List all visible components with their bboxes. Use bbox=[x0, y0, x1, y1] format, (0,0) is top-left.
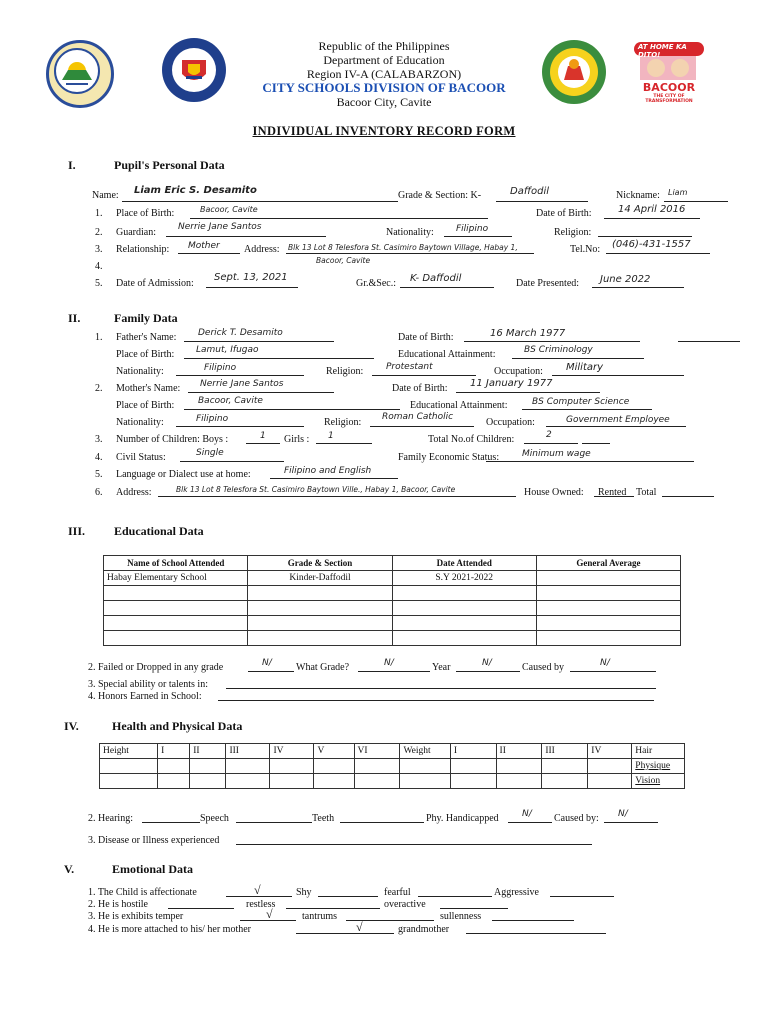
boys-value: 1 bbox=[260, 431, 266, 441]
father-rel-label: Religion: bbox=[326, 366, 364, 377]
hostile-label: 2. He is hostile bbox=[88, 899, 148, 910]
section-3-number: III. bbox=[68, 524, 86, 538]
health-table bbox=[99, 743, 685, 789]
edu-cell bbox=[536, 571, 680, 586]
health-row bbox=[100, 759, 685, 774]
attached-label: 4. He is more attached to his/ her mother bbox=[88, 924, 252, 935]
p-num-5: 5. bbox=[95, 278, 103, 289]
health-cell bbox=[450, 759, 496, 774]
relationship-value: Mother bbox=[188, 241, 220, 251]
mother-edu-label: Educational Attainment: bbox=[410, 400, 508, 411]
nickname-label: Nickname: bbox=[616, 190, 660, 201]
health-cell bbox=[270, 759, 314, 774]
health-header-height: Height bbox=[100, 744, 158, 759]
health-header-cell: IV bbox=[270, 744, 314, 759]
total-children-value: 2 bbox=[546, 430, 552, 440]
edu-cell: Habay Elementary School bbox=[104, 571, 248, 586]
mother-edu-value: BS Computer Science bbox=[532, 397, 630, 407]
health-header-cell: V bbox=[314, 744, 354, 759]
caused-by-value: N/ bbox=[600, 658, 610, 668]
health-cell bbox=[354, 774, 400, 789]
header-city: Bacoor City, Cavite bbox=[336, 95, 432, 109]
logo-bacoor-top: AT HOME KA DITO! bbox=[638, 43, 687, 59]
f-num-5: 5. bbox=[95, 469, 103, 480]
health-cell bbox=[354, 759, 400, 774]
failed-value: N/ bbox=[262, 658, 272, 668]
edu-cell bbox=[248, 601, 392, 616]
health-cell bbox=[226, 774, 270, 789]
edu-cell bbox=[104, 616, 248, 631]
header-line2: Department of Education bbox=[323, 53, 445, 67]
health-header-cell: IV bbox=[588, 744, 632, 759]
health-vision: Vision bbox=[632, 774, 685, 789]
teeth-label: Teeth bbox=[312, 813, 335, 824]
logo-bacoor-city bbox=[628, 40, 710, 104]
father-rel-value: Protestant bbox=[386, 362, 433, 372]
health-cell bbox=[158, 774, 190, 789]
father-occ-value: Military bbox=[566, 362, 604, 373]
health-cell bbox=[226, 759, 270, 774]
presented-label: Date Presented: bbox=[516, 278, 580, 289]
admission-value: Sept. 13, 2021 bbox=[214, 272, 288, 283]
econ-value: Minimum wage bbox=[522, 449, 591, 459]
fearful-label: fearful bbox=[384, 887, 411, 898]
edu-cell bbox=[392, 601, 536, 616]
what-grade-label: What Grade? bbox=[296, 662, 350, 673]
mother-nat-label: Nationality: bbox=[116, 417, 164, 428]
temper-check: √ bbox=[266, 907, 273, 921]
health-cell bbox=[496, 774, 542, 789]
temper-label: 3. He is exhibits temper bbox=[88, 911, 184, 922]
health-header-cell: I bbox=[450, 744, 496, 759]
health-cell bbox=[450, 774, 496, 789]
table-row bbox=[104, 616, 681, 631]
edu-cell bbox=[536, 631, 680, 646]
health-cell bbox=[270, 774, 314, 789]
hearing-label: 2. Hearing: bbox=[88, 813, 133, 824]
grsec-value: K- Daffodil bbox=[410, 273, 462, 284]
year-value: N/ bbox=[482, 658, 492, 668]
shy-label: Shy bbox=[296, 887, 312, 898]
edu-cell bbox=[248, 616, 392, 631]
failed-label: 2. Failed or Dropped in any grade bbox=[88, 662, 224, 673]
logo-bacoor-main: BACOOR bbox=[642, 81, 696, 94]
f-num-2: 2. bbox=[95, 383, 103, 394]
grade-value: Daffodil bbox=[510, 186, 550, 197]
p-num-2: 2. bbox=[95, 227, 103, 238]
tel-label: Tel.No: bbox=[570, 244, 601, 255]
edu-header-date: Date Attended bbox=[392, 556, 536, 571]
p-num-4: 4. bbox=[95, 261, 103, 272]
table-row bbox=[104, 571, 681, 586]
special-ability-label: 3. Special ability or talents in: bbox=[88, 679, 208, 690]
health-header-weight: Weight bbox=[400, 744, 450, 759]
guardian-value: Nerrie Jane Santos bbox=[178, 222, 262, 232]
health-cell bbox=[190, 759, 226, 774]
econ-label: Family Economic Status: bbox=[398, 452, 500, 463]
nationality-value: Filipino bbox=[456, 224, 489, 234]
edu-cell bbox=[104, 586, 248, 601]
house-label: House Owned: bbox=[524, 487, 584, 498]
health-cell bbox=[190, 774, 226, 789]
health-header-cell: II bbox=[496, 744, 542, 759]
year-label: Year bbox=[432, 662, 451, 673]
affectionate-label: 1. The Child is affectionate bbox=[88, 887, 197, 898]
mother-dob-value: 11 January 1977 bbox=[470, 378, 553, 389]
section-5-title: Emotional Data bbox=[112, 862, 193, 876]
what-grade-value: N/ bbox=[384, 658, 394, 668]
caused-by-label: Caused by bbox=[522, 662, 564, 673]
address-value-2: Bacoor, Cavite bbox=[316, 256, 371, 265]
father-occ-label: Occupation: bbox=[494, 366, 543, 377]
health-cell bbox=[588, 759, 632, 774]
edu-cell bbox=[104, 631, 248, 646]
education-header-row bbox=[104, 556, 681, 571]
address-label: Address: bbox=[244, 244, 280, 255]
language-value: Filipino and English bbox=[284, 466, 372, 476]
edu-cell bbox=[248, 586, 392, 601]
edu-cell bbox=[392, 616, 536, 631]
aggressive-label: Aggressive bbox=[494, 887, 539, 898]
speech-label: Speech bbox=[200, 813, 229, 824]
health-caused-value: N/ bbox=[618, 809, 628, 819]
girls-value: 1 bbox=[328, 431, 334, 441]
health-row bbox=[100, 774, 685, 789]
mother-label: Mother's Name: bbox=[116, 383, 181, 394]
edu-header-average: General Average bbox=[536, 556, 680, 571]
name-label: Name: bbox=[92, 190, 119, 201]
health-cell bbox=[400, 774, 450, 789]
health-cell bbox=[314, 774, 354, 789]
table-row bbox=[104, 601, 681, 616]
children-label: Number of Children: Boys : bbox=[116, 434, 229, 445]
father-pob-label: Place of Birth: bbox=[116, 349, 175, 360]
address-value: Blk 13 Lot 8 Telesfora St. Casimiro Baytown Village, Habay 1, bbox=[288, 243, 518, 252]
health-cell bbox=[158, 759, 190, 774]
edu-cell bbox=[536, 601, 680, 616]
edu-cell bbox=[104, 601, 248, 616]
health-cell bbox=[542, 759, 588, 774]
edu-cell bbox=[536, 586, 680, 601]
health-cell bbox=[100, 759, 158, 774]
health-header-cell: III bbox=[542, 744, 588, 759]
religion-label: Religion: bbox=[554, 227, 592, 238]
health-physique: Physique bbox=[632, 759, 685, 774]
father-dob-label: Date of Birth: bbox=[398, 332, 454, 343]
grade-label: Grade & Section: K- bbox=[398, 190, 482, 201]
presented-value: June 2022 bbox=[600, 274, 651, 285]
health-cell bbox=[496, 759, 542, 774]
restless-label: restless bbox=[246, 899, 276, 910]
edu-cell bbox=[392, 586, 536, 601]
father-dob-value: 16 March 1977 bbox=[490, 328, 566, 339]
f-num-6: 6. bbox=[95, 487, 103, 498]
phy-label: Phy. Handicapped bbox=[426, 813, 499, 824]
table-row bbox=[104, 586, 681, 601]
attached-check: √ bbox=[356, 920, 363, 934]
relationship-label: Relationship: bbox=[116, 244, 170, 255]
header-division: CITY SCHOOLS DIVISION OF BACOOR bbox=[262, 80, 506, 95]
overactive-label: overactive bbox=[384, 899, 426, 910]
father-nat-value: Filipino bbox=[204, 363, 237, 373]
father-edu-value: BS Criminology bbox=[524, 345, 593, 355]
edu-cell: Kinder-Daffodil bbox=[248, 571, 392, 586]
edu-cell: S.Y 2021-2022 bbox=[392, 571, 536, 586]
health-cell bbox=[400, 759, 450, 774]
dob-label: Date of Birth: bbox=[536, 208, 592, 219]
mother-pob-label: Place of Birth: bbox=[116, 400, 175, 411]
section-3-title: Educational Data bbox=[114, 524, 204, 538]
tantrums-label: tantrums bbox=[302, 911, 337, 922]
health-cell bbox=[100, 774, 158, 789]
health-row bbox=[100, 744, 685, 759]
father-nat-label: Nationality: bbox=[116, 366, 164, 377]
edu-cell bbox=[248, 631, 392, 646]
language-label: Language or Dialect use at home: bbox=[116, 469, 251, 480]
logo-bacoor-sub: THE CITY OF TRANSFORMATION bbox=[645, 94, 693, 104]
family-address-value: Blk 13 Lot 8 Telesfora St. Casimiro Baytown Ville., Habay 1, Bacoor, Cavite bbox=[176, 485, 456, 494]
health-header-cell: II bbox=[190, 744, 226, 759]
name-value: Liam Eric S. Desamito bbox=[134, 185, 257, 196]
section-2-number: II. bbox=[68, 311, 81, 325]
tel-value: (046)-431-1557 bbox=[612, 239, 691, 250]
total-children-label: Total No.of Children: bbox=[428, 434, 515, 445]
f-num-1: 1. bbox=[95, 332, 103, 343]
father-label: Father's Name: bbox=[116, 332, 177, 343]
logo-schools-division bbox=[542, 40, 606, 104]
grandmother-label: grandmother bbox=[398, 924, 450, 935]
affectionate-check: √ bbox=[254, 883, 261, 897]
section-2-title: Family Data bbox=[114, 311, 178, 325]
edu-cell bbox=[536, 616, 680, 631]
pob-value: Bacoor, Cavite bbox=[200, 205, 258, 214]
health-cell bbox=[588, 774, 632, 789]
mother-nat-value: Filipino bbox=[196, 414, 229, 424]
pob-label: Place of Birth: bbox=[116, 208, 175, 219]
father-edu-label: Educational Attainment: bbox=[398, 349, 496, 360]
dob-value: 14 April 2016 bbox=[618, 204, 686, 215]
nationality-label: Nationality: bbox=[386, 227, 434, 238]
health-header-cell: III bbox=[226, 744, 270, 759]
mother-dob-label: Date of Birth: bbox=[392, 383, 448, 394]
father-pob-value: Lamut, Ifugao bbox=[196, 345, 259, 355]
header-line3: Region IV-A (CALABARZON) bbox=[306, 67, 462, 81]
section-4-title: Health and Physical Data bbox=[112, 719, 243, 733]
mother-pob-value: Bacoor, Cavite bbox=[198, 396, 263, 406]
education-table bbox=[103, 555, 681, 646]
table-row bbox=[104, 631, 681, 646]
mother-rel-value: Roman Catholic bbox=[382, 412, 454, 422]
house-total-label: Total bbox=[636, 487, 657, 498]
mother-value: Nerrie Jane Santos bbox=[200, 379, 284, 389]
p-num-3: 3. bbox=[95, 244, 103, 255]
f-num-3: 3. bbox=[95, 434, 103, 445]
health-header-hair: Hair bbox=[632, 744, 685, 759]
health-header-cell: I bbox=[158, 744, 190, 759]
edu-header-grade: Grade & Section bbox=[248, 556, 392, 571]
form-title: INDIVIDUAL INVENTORY RECORD FORM bbox=[252, 124, 516, 138]
grsec-label: Gr.&Sec.: bbox=[356, 278, 396, 289]
header-line1: Republic of the Philippines bbox=[318, 39, 450, 53]
sullenness-label: sullenness bbox=[440, 911, 482, 922]
health-cell bbox=[542, 774, 588, 789]
health-caused-label: Caused by: bbox=[554, 813, 599, 824]
phy-value: N/ bbox=[522, 809, 532, 819]
section-4-number: IV. bbox=[64, 719, 79, 733]
section-1-number: I. bbox=[68, 158, 76, 172]
mother-occ-value: Government Employee bbox=[566, 415, 670, 425]
family-address-label: Address: bbox=[116, 487, 152, 498]
father-value: Derick T. Desamito bbox=[198, 328, 283, 338]
mother-occ-label: Occupation: bbox=[486, 417, 535, 428]
section-1-title: Pupil's Personal Data bbox=[114, 158, 225, 172]
edu-cell bbox=[392, 631, 536, 646]
p-num-1: 1. bbox=[95, 208, 103, 219]
guardian-label: Guardian: bbox=[116, 227, 156, 238]
section-5-number: V. bbox=[64, 862, 75, 876]
mother-rel-label: Religion: bbox=[324, 417, 362, 428]
nickname-value: Liam bbox=[668, 188, 688, 197]
health-cell bbox=[314, 759, 354, 774]
edu-header-school: Name of School Attended bbox=[104, 556, 248, 571]
disease-label: 3. Disease or Illness experienced bbox=[88, 835, 220, 846]
girls-label: Girls : bbox=[284, 434, 310, 445]
health-header-cell: VI bbox=[354, 744, 400, 759]
honors-label: 4. Honors Earned in School: bbox=[88, 691, 202, 702]
admission-label: Date of Admission: bbox=[116, 278, 194, 289]
f-num-4: 4. bbox=[95, 452, 103, 463]
civil-value: Single bbox=[196, 448, 224, 458]
civil-label: Civil Status: bbox=[116, 452, 166, 463]
house-value: Rented bbox=[598, 487, 627, 498]
